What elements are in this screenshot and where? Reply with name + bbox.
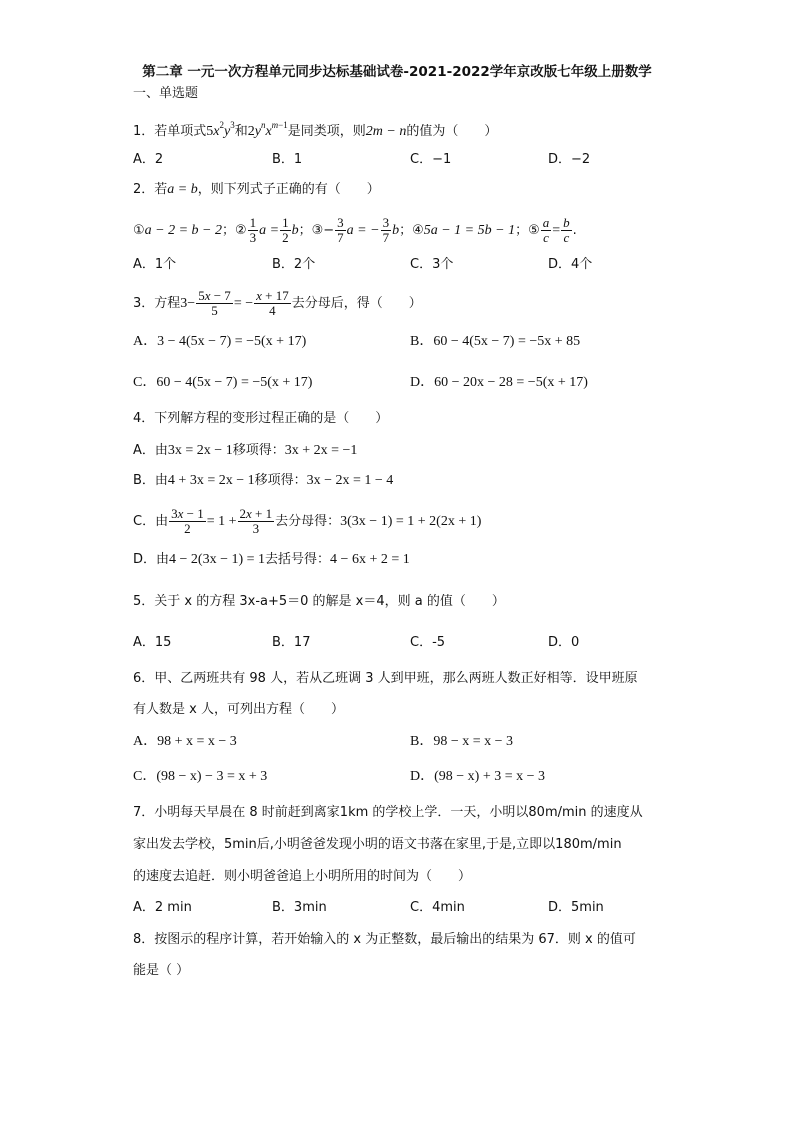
q2-fraction-3-7a: $\frac{3}{7}$ [337,215,344,245]
q2-fraction-b-c: $\frac{b}{c}$ [563,215,570,245]
q6-option-b[interactable]: B．98 − x = x − 3 [410,734,514,749]
q1-text-mid: 和 [234,124,248,139]
q2-fraction-1-2: $\frac{1}{2}$ [282,215,289,245]
q4-c-fraction-1: $\frac{3x - 1}{2}$ [171,506,204,536]
question-4-stem: 4．下列解方程的变形过程正确的是（ ） [133,411,389,426]
q7-option-d[interactable]: D．5min [548,900,604,915]
q4-b-expr1: 4 + 3x = 2x − 1 [167,473,255,488]
question-3-stem: 3．方程3− $\frac{5x - 7}{5}$ = − $\frac{x + 17}{4}$ 去分母后，得（ ） [133,288,422,318]
q4-c-pre: C．由 [133,514,169,529]
q2-item-1-marker: ① [133,223,145,238]
q3-text: 3．方程 [133,296,181,311]
q2-item-2-marker: ；② [222,223,247,238]
question-5-stem: 5．关于 x 的方程 3x-a+5＝0 的解是 x＝4，则 a 的值（ ） [133,594,505,609]
page-title: 第二章 一元一次方程单元同步达标基础试卷-2021-2022学年京改版七年级上册数学 [142,64,652,80]
q4-d-expr2: 4 − 6x + 2 = 1 [330,552,410,567]
q4-d-expr1: 4 − 2(3x − 1) = 1 [169,552,266,567]
question-8-stem-line-2: 能是（ ） [133,963,190,978]
q2-item-2-b: b [291,223,299,238]
question-7-stem-line-1: 7．小明每天早晨在 8 时前赶到离家1km 的学校上学．一天，小明以80m/min 的速度从 [133,805,643,820]
q5-option-b[interactable]: B．17 [272,635,311,650]
q2-item-3-mid: a = − [346,223,380,238]
q2-fraction-a-c: $\frac{a}{c}$ [542,215,550,245]
question-7-stem-line-3: 的速度去追赶．则小明爸爸追上小明所用的时间为（ ） [133,869,472,884]
q1-option-a[interactable]: A．2 [133,152,164,167]
q1-monomial-1: $5x^2y^3$ [206,120,235,139]
q2-option-d[interactable]: D．4个 [548,257,593,272]
q2-item-4-marker: ；④ [399,223,424,238]
question-6-stem-line-2: 有人数是 x 人，可列出方程（ ） [133,702,344,717]
q4-option-b[interactable] [133,472,393,490]
q3-option-c[interactable]: C．60 − 4(5x − 7) = −5(x + 17) [133,375,313,390]
q2-option-a[interactable]: A．1个 [133,257,177,272]
q2-item-3-b: b [392,223,400,238]
q4-option-c[interactable]: C．由 $\frac{3x - 1}{2}$ = 1 + $\frac{2x + 1}{3}$ 去分母得：3(3x − 1) = 1 + 2(2x + 1) [133,506,482,536]
q5-option-c[interactable]: C．-5 [410,635,446,650]
q1-option-c[interactable]: C．−1 [410,152,452,167]
question-6-stem-line-1: 6．甲、乙两班共有 98 人，若从乙班调 3 人到甲班，那么两班人数正好相等．设甲班原 [133,671,638,686]
q6-option-c[interactable]: C．(98 − x) − 3 = x + 3 [133,769,268,784]
q2-text: 2．若 [133,182,168,197]
q1-text-post: 是同类项，则 [287,124,366,139]
q4-a-mid: 移项得： [232,443,285,458]
q2-option-b[interactable]: B．2个 [272,257,316,272]
q4-c-expr: 3(3x − 1) = 1 + 2(2x + 1) [340,514,482,529]
question-8-stem-line-1: 8．按图示的程序计算，若开始输入的 x 为正整数，最后输出的结果为 67．则 x 的值可 [133,932,636,947]
q2-item-1: a − 2 = b − 2 [144,223,222,238]
q2-text-end: ，则下列式子正确的有（ ） [197,182,380,197]
q6-option-d[interactable]: D．(98 − x) + 3 = x − 3 [410,769,546,784]
q4-a-expr1: 3x = 2x − 1 [167,443,233,458]
q3-option-b[interactable]: B．60 − 4(5x − 7) = −5x + 85 [410,334,581,349]
q4-d-mid: 去括号得： [265,552,331,567]
section-heading: 一、单选题 [133,86,199,101]
q3-fraction-1: $\frac{5x - 7}{5}$ [198,288,231,318]
q4-c-fraction-2: $\frac{2x + 1}{3}$ [239,506,273,536]
q2-end: . [572,223,577,238]
q3-fraction-2: $\frac{x + 17}{4}$ [256,288,289,318]
q1-text-end: 的值为（ ） [406,124,498,139]
q7-option-c[interactable]: C．4min [410,900,465,915]
q5-option-a[interactable]: A．15 [133,635,172,650]
q4-b-pre: B．由 [133,473,168,488]
q3-option-d[interactable]: D．60 − 20x − 28 = −5(x + 17) [410,375,588,390]
q1-option-d[interactable]: D．−2 [548,152,591,167]
q7-option-a[interactable]: A．2 min [133,900,192,915]
q1-monomial-2: $2y^nx^{m-1}$ [247,120,288,139]
q2-condition: a = b [167,182,198,197]
q3-option-a[interactable]: A．3 − 4(5x − 7) = −5(x + 17) [133,334,307,349]
q5-option-d[interactable]: D．0 [548,635,580,650]
question-7-stem-line-2: 家出发去学校，5min后,小明爸爸发现小明的语文书落在家里,于是,立即以180m/min [133,837,622,852]
q1-expression: 2m − n [365,124,407,139]
q2-item-3-marker: ；③− [298,223,335,238]
q2-fraction-1-3: $\frac{1}{3}$ [249,215,257,245]
q4-a-expr2: 3x + 2x = −1 [284,443,358,458]
q2-option-c[interactable]: C．3个 [410,257,454,272]
q1-text: 1．若单项式 [133,124,207,139]
question-1-stem [133,116,497,141]
q2-item-5-eq: = [552,223,561,238]
q7-option-b[interactable]: B．3min [272,900,327,915]
q2-item-2-eq: a = [259,223,280,238]
q2-fraction-3-7b: $\frac{3}{7}$ [382,215,390,245]
q2-item-5-marker: ；⑤ [515,223,540,238]
q2-item-4: 5a − 1 = 5b − 1 [423,223,516,238]
q2-statements [133,216,577,245]
q4-b-expr2: 3x − 2x = 1 − 4 [306,473,394,488]
q4-b-mid: 移项得： [254,473,307,488]
q4-option-d[interactable] [133,551,410,569]
q1-option-b[interactable]: B．1 [272,152,303,167]
q4-a-pre: A．由 [133,443,168,458]
question-2-stem [133,181,380,199]
q4-c-mid: 去分母得： [275,514,341,529]
q3-text-post: 去分母后，得（ ） [291,296,422,311]
q4-option-a[interactable] [133,442,357,460]
q4-d-pre: D．由 [133,552,170,567]
q6-option-a[interactable]: A．98 + x = x − 3 [133,734,237,749]
